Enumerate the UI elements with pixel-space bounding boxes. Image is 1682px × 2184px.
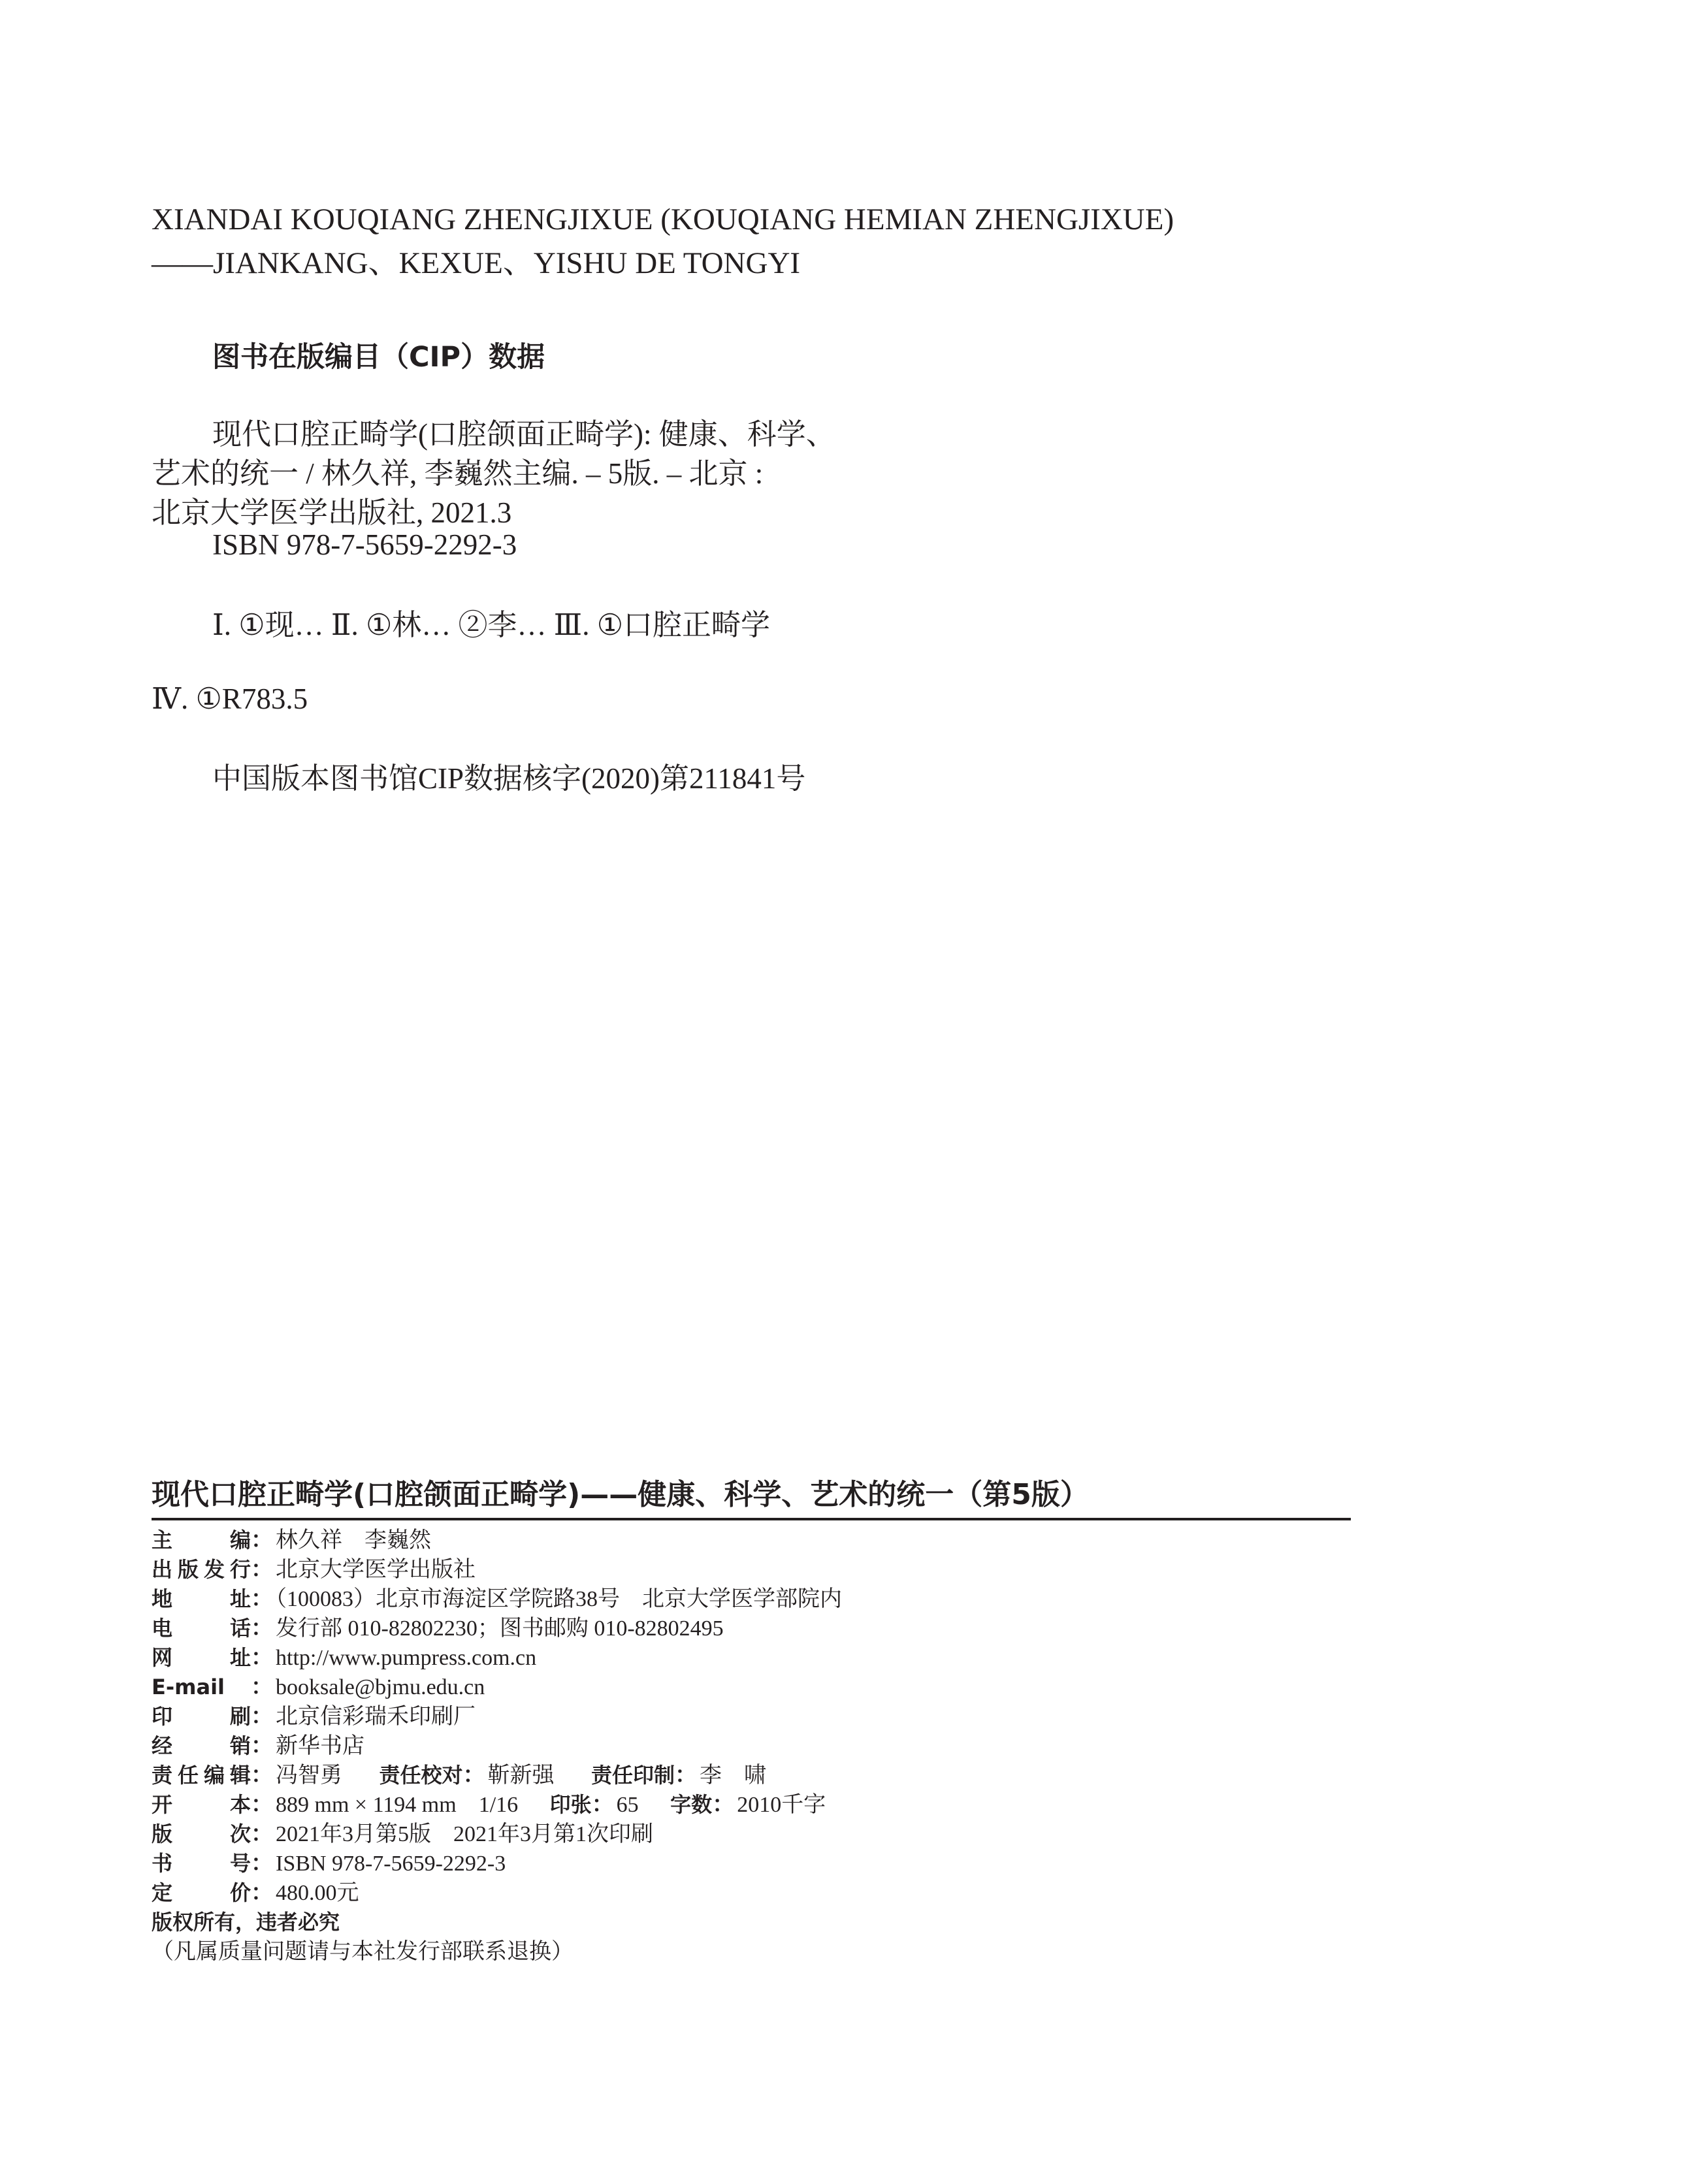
row-price: 定价： 480.00元 xyxy=(152,1878,842,1908)
colophon-title: 现代口腔正畸学(口腔颌面正畸学)——健康、科学、艺术的统一（第5版） xyxy=(152,1471,1351,1520)
label: E-mail xyxy=(152,1675,225,1699)
label: 出版发行 xyxy=(152,1557,251,1582)
row-address: 地址： （100083）北京市海淀区学院路38号 北京大学医学部院内 xyxy=(152,1584,842,1614)
value: 林久祥 李巍然 xyxy=(276,1528,431,1552)
value: 新华书店 xyxy=(276,1734,364,1758)
website-link[interactable]: http://www.pumpress.com.cn xyxy=(276,1646,537,1670)
size-value: 889 mm × 1194 mm 1/16 xyxy=(276,1793,519,1817)
row-email: E-mail ： booksale@bjmu.edu.cn xyxy=(152,1673,842,1702)
label: 开本 xyxy=(152,1792,251,1817)
sheets-label: 印张 xyxy=(549,1792,592,1817)
proof-value: 靳新强 xyxy=(487,1763,555,1788)
colophon-info xyxy=(152,1526,842,1967)
label: 地址 xyxy=(152,1586,251,1611)
label: 版次 xyxy=(152,1822,251,1846)
words-label: 字数 xyxy=(670,1792,713,1817)
label: 书号 xyxy=(152,1851,251,1876)
cip-subjects: Ⅰ. ①现… Ⅱ. ①林… ②李… Ⅲ. ①口腔正畸学 xyxy=(212,609,771,641)
row-editors: 责任编辑： 冯智勇 责任校对： 靳新强 责任印制： 李 啸 xyxy=(152,1761,842,1790)
cip-line-2: 艺术的统一 / 林久祥, 李巍然主编. – 5版. – 北京 : xyxy=(152,457,764,490)
sheets-value: 65 xyxy=(616,1793,639,1817)
value: 480.00元 xyxy=(276,1881,359,1905)
cip-line-1: 现代口腔正畸学(口腔颌面正畸学): 健康、科学、 xyxy=(212,418,835,451)
value: （100083）北京市海淀区学院路38号 北京大学医学部院内 xyxy=(276,1587,842,1611)
proof-label: 责任校对 xyxy=(379,1763,463,1788)
label: 主编 xyxy=(152,1528,251,1552)
row-edition: 版次： 2021年3月第5版 2021年3月第1次印刷 xyxy=(152,1820,842,1849)
value: 发行部 010-82802230；图书邮购 010-82802495 xyxy=(276,1616,724,1641)
copyright-notice: 版权所有，违者必究 xyxy=(152,1910,340,1935)
print-label: 责任印制 xyxy=(591,1763,675,1788)
row-website: 网址： http://www.pumpress.com.cn xyxy=(152,1643,842,1673)
value: 2021年3月第5版 2021年3月第1次印刷 xyxy=(276,1822,653,1846)
label: 网址 xyxy=(152,1645,251,1670)
cip-line-3: 北京大学医学出版社, 2021.3 xyxy=(152,496,512,529)
label: 印刷 xyxy=(152,1704,251,1729)
pinyin-title-line1: XIANDAI KOUQIANG ZHENGJIXUE (KOUQIANG HEMIAN ZHENGJIXUE) xyxy=(152,202,1174,236)
row-publisher: 出版发行： 北京大学医学出版社 xyxy=(152,1555,842,1584)
pinyin-title-line2: ——JIANKANG、KEXUE、YISHU DE TONGYI xyxy=(152,246,801,280)
print-value: 李 啸 xyxy=(700,1763,767,1788)
label: 责任编辑 xyxy=(152,1763,251,1788)
value: 北京大学医学出版社 xyxy=(276,1558,476,1582)
cip-approval: 中国版本图书馆CIP数据核字(2020)第211841号 xyxy=(212,762,806,795)
value: 冯智勇 xyxy=(276,1763,342,1788)
row-chief-editor: 主编： 林久祥 李巍然 xyxy=(152,1526,842,1555)
row-phone: 电话： 发行部 010-82802230；图书邮购 010-82802495 xyxy=(152,1614,842,1643)
cip-classification: Ⅳ. ①R783.5 xyxy=(152,682,308,715)
value: 北京信彩瑞禾印刷厂 xyxy=(276,1705,476,1729)
label: 电话 xyxy=(152,1616,251,1641)
row-isbn: 书号： ISBN 978-7-5659-2292-3 xyxy=(152,1849,842,1878)
label: 定价 xyxy=(152,1880,251,1905)
cip-isbn: ISBN 978-7-5659-2292-3 xyxy=(212,528,517,561)
email-link[interactable]: booksale@bjmu.edu.cn xyxy=(276,1675,485,1699)
value: ISBN 978-7-5659-2292-3 xyxy=(276,1852,506,1876)
row-format: 开本： 889 mm × 1194 mm 1/16 印张： 65 字数： 2010千字 xyxy=(152,1790,842,1820)
label: 经销 xyxy=(152,1733,251,1758)
row-distributor: 经销： 新华书店 xyxy=(152,1731,842,1761)
row-printer: 印刷： 北京信彩瑞禾印刷厂 xyxy=(152,1702,842,1731)
return-notice: （凡属质量问题请与本社发行部联系退换） xyxy=(152,1940,574,1964)
words-value: 2010千字 xyxy=(737,1793,826,1817)
cip-heading: 图书在版编目（CIP）数据 xyxy=(212,341,545,374)
